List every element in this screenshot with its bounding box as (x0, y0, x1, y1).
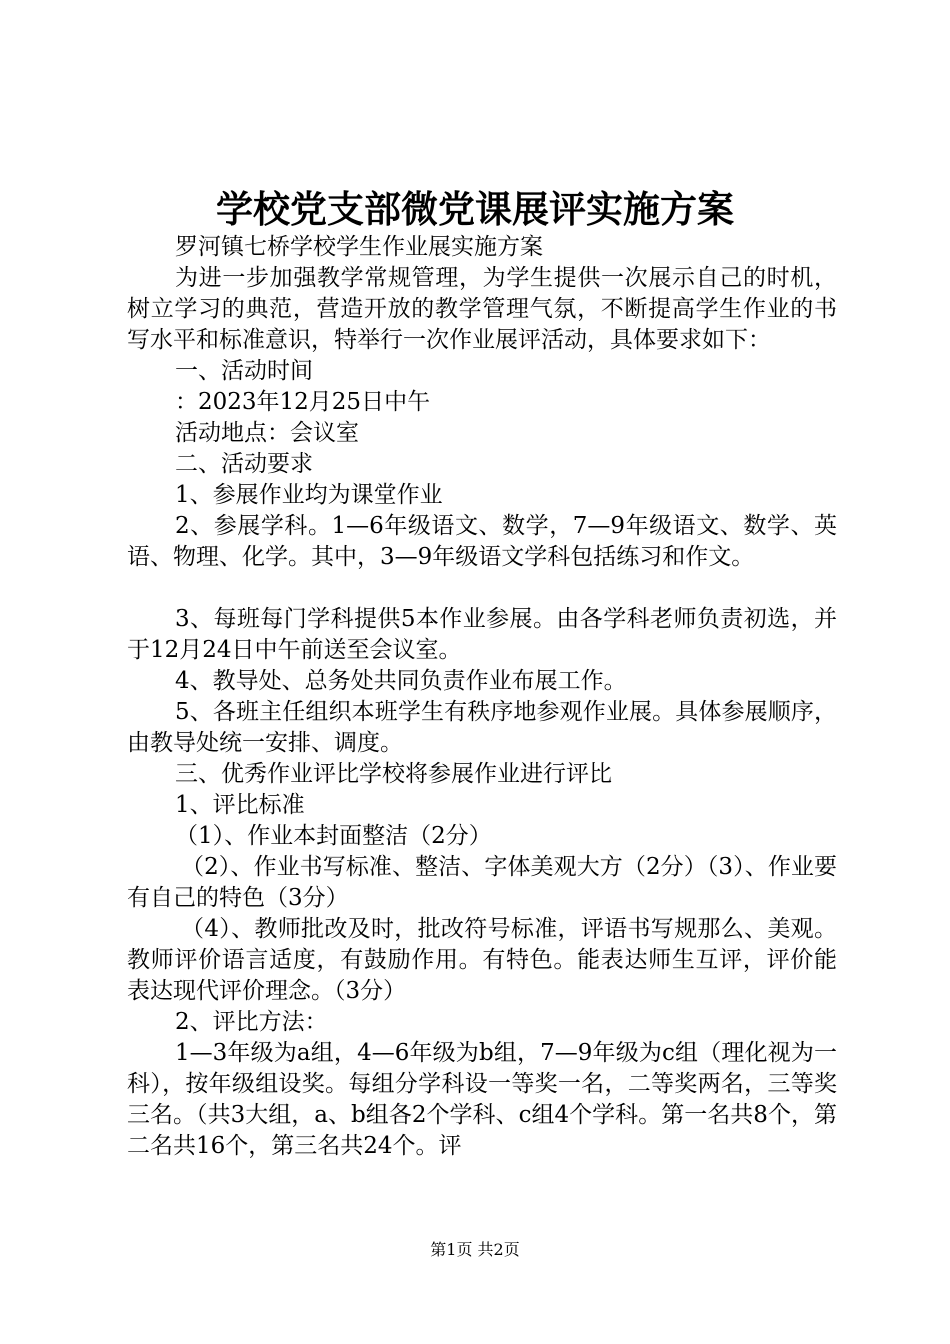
body-paragraph: 2、评比方法： (175, 1009, 328, 1035)
document-title: 学校党支部微党课展评实施方案 (216, 187, 734, 231)
body-paragraph: 5、各班主任组织本班学生有秩序地参观作业展。具体参展顺序，由教导处统一安排、调度。 (127, 699, 837, 756)
criteria-item: （4）、教师批改及时，批改符号标准，评语书写规那么、美观。教师评价语言适度，有鼓励作用。有特色。能表达师生互评，评价能表达现代评价理念。（3分） (127, 916, 837, 1004)
body-paragraph: 1、评比标准 (175, 792, 305, 818)
intro-paragraph: 为进一步加强教学常规管理，为学生提供一次展示自己的时机，树立学习的典范，营造开放的教学管理气氛，不断提高学生作业的书写水平和标准意识，特举行一次作业展评活动，具体要求如下： (127, 265, 837, 353)
body-paragraph: 活动地点：会议室 (175, 420, 359, 446)
body-paragraph: 2、参展学科。1—6年级语文、数学，7—9年级语文、数学、英语、物理、化学。其中，3—9年级语文学科包括练习和作文。 (127, 513, 837, 570)
body-paragraph: ：2023年12月25日中午 (175, 389, 431, 415)
subtitle-paragraph: 罗河镇七桥学校学生作业展实施方案 (175, 234, 543, 260)
page-footer: 第1页 共2页 (430, 1240, 520, 1259)
document-body (127, 232, 837, 1162)
criteria-item: （1）、作业本封面整洁（2分） (175, 823, 492, 849)
body-paragraph: 1—3年级为a组，4—6年级为b组，7—9年级为c组（理化视为一科），按年级组设奖。每组分学科设一等奖一名，二等奖两名，三等奖三名。（共3大组，a、b组各2个学科、c组4个学科。第一名共8个，第二名共16个，第三名共24个。评 (127, 1040, 837, 1159)
body-paragraph: 3、每班每门学科提供5本作业参展。由各学科老师负责初选，并于12月24日中午前送至会议室。 (127, 606, 837, 663)
section-heading: 二、活动要求 (175, 451, 313, 477)
section-heading: 三、优秀作业评比学校将参展作业进行评比 (175, 761, 612, 787)
body-paragraph: 4、教导处、总务处共同负责作业布展工作。 (175, 668, 627, 694)
body-paragraph: 1、参展作业均为课堂作业 (175, 482, 443, 508)
section-heading: 一、活动时间 (175, 358, 313, 384)
paragraph-gap (127, 573, 837, 604)
criteria-item: （2）、作业书写标准、整洁、字体美观大方（2分）（3）、作业要有自己的特色（3分） (127, 854, 837, 911)
